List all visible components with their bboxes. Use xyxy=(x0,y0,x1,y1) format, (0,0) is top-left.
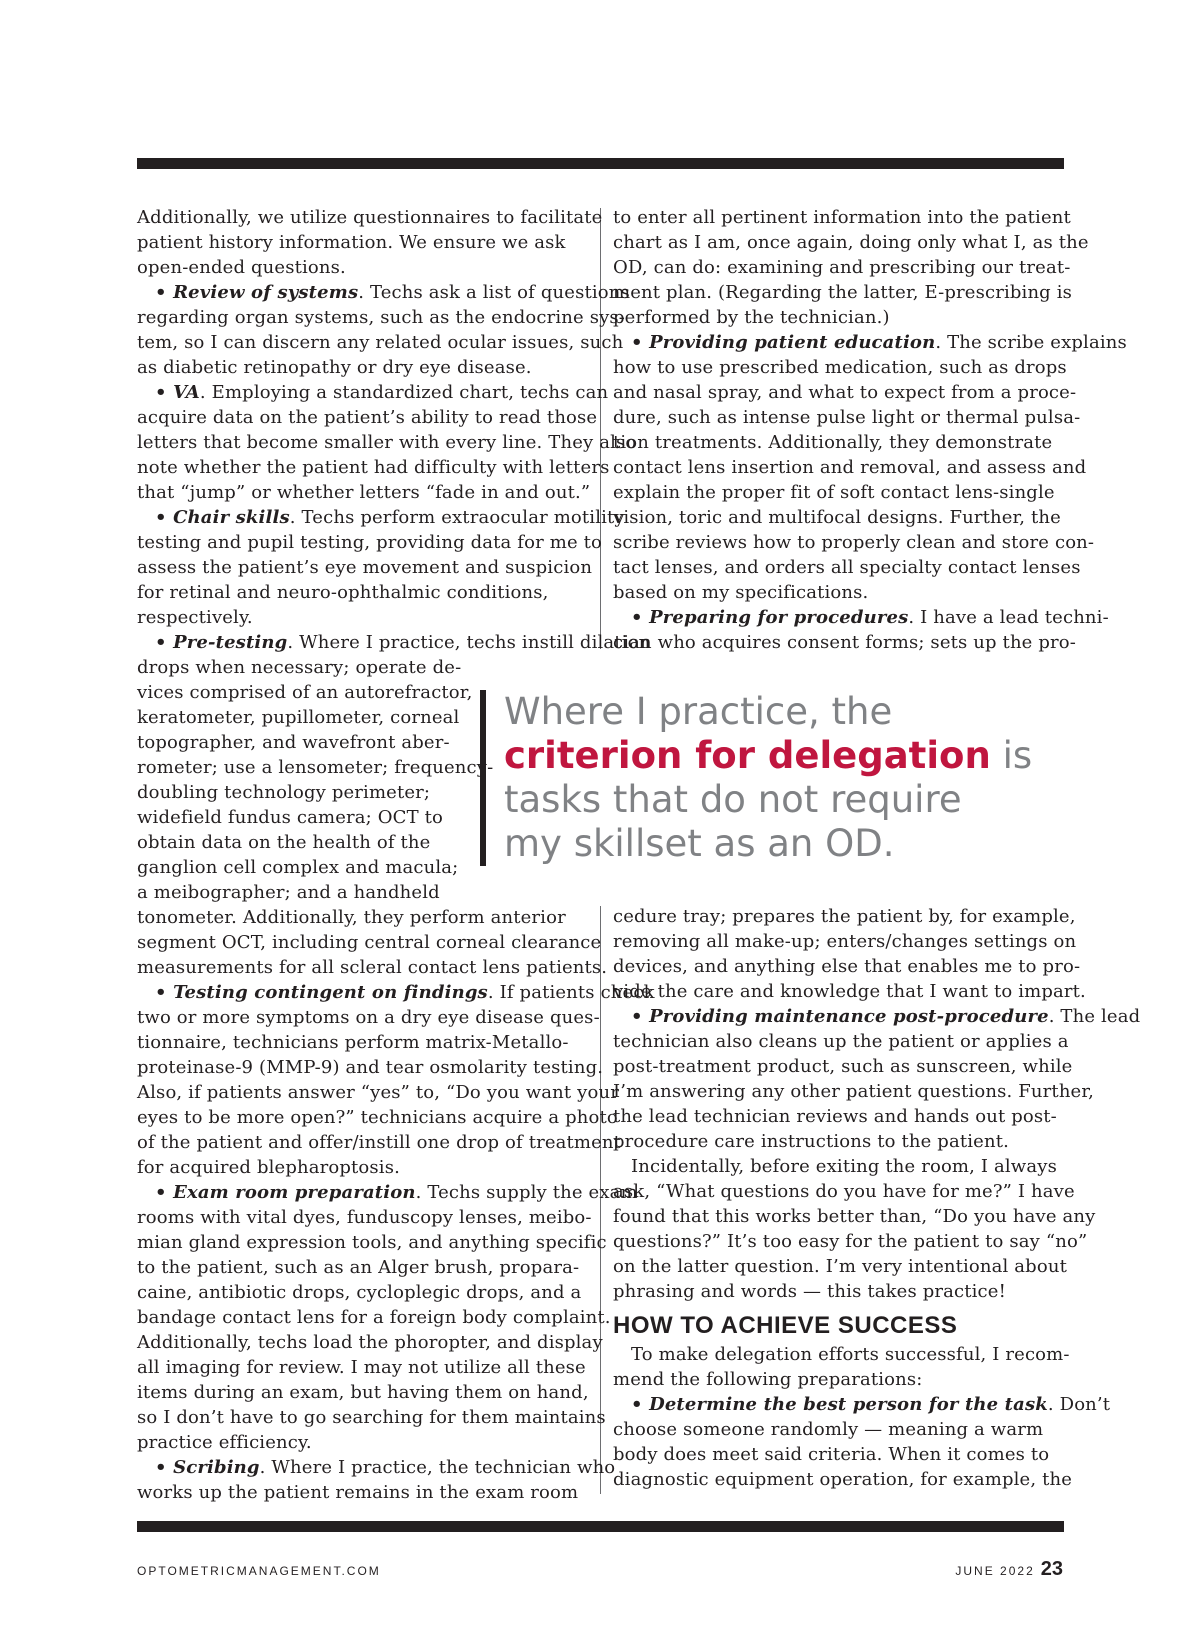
text-line xyxy=(613,1392,1111,1417)
text-line xyxy=(137,1130,622,1155)
line-text: note whether the patient had difficulty with letters xyxy=(137,457,610,478)
text-line xyxy=(137,1305,611,1330)
bullet-lead: • Exam room preparation xyxy=(155,1182,416,1203)
line-text: rooms with vital dyes, funduscopy lenses, meibo- xyxy=(137,1207,592,1228)
line-text: explain the proper fit of soft contact lens-single xyxy=(613,482,1055,503)
line-text: for retinal and neuro-ophthalmic conditions, xyxy=(137,582,549,603)
line-text: assess the patient’s eye movement and suspicion xyxy=(137,557,593,578)
line-text: testing and pupil testing, providing data for me to xyxy=(137,532,602,553)
line-text: eyes to be more open?” technicians acquire a photo xyxy=(137,1107,618,1128)
line-text: devices, and anything else that enables me to pro- xyxy=(613,956,1081,977)
text-line xyxy=(613,1417,1063,1442)
text-line xyxy=(137,605,587,630)
line-text: . Techs perform extraocular motility xyxy=(289,507,625,528)
text-line xyxy=(613,330,1127,355)
line-text: cian who acquires consent forms; sets up the pro- xyxy=(613,632,1077,653)
right-column-top xyxy=(613,205,1127,655)
line-text: topographer, and wavefront aber- xyxy=(137,732,450,753)
line-text: . Where I practice, techs instill dilation xyxy=(287,632,651,653)
pull-quote-line: Where I practice, the xyxy=(504,690,893,733)
text-line xyxy=(613,1004,1141,1029)
line-text: . Where I practice, the technician who xyxy=(259,1457,616,1478)
line-text: tionnaire, technicians perform matrix-Metallo- xyxy=(137,1032,569,1053)
line-text: keratometer, pupillometer, corneal xyxy=(137,707,460,728)
text-line xyxy=(137,530,602,555)
text-line xyxy=(137,430,637,455)
text-line xyxy=(137,1430,587,1455)
line-text: on the latter question. I’m very intentional about xyxy=(613,1256,1067,1277)
top-rule xyxy=(137,158,1064,169)
text-line xyxy=(137,1280,587,1305)
text-line xyxy=(137,405,598,430)
line-text: diagnostic equipment operation, for example, the xyxy=(613,1469,1073,1490)
text-line xyxy=(137,255,587,280)
text-line xyxy=(613,455,1087,480)
text-line xyxy=(137,555,593,580)
pull-quote-line: tasks that do not require xyxy=(504,778,962,821)
text-line xyxy=(613,979,1086,1004)
issue-date: JUNE 2022 xyxy=(955,1564,1035,1578)
line-text: widefield fundus camera; OCT to xyxy=(137,807,443,828)
line-text: doubling technology perimeter; xyxy=(137,782,431,803)
bullet-lead: • Chair skills xyxy=(155,507,290,528)
line-text: to the patient, such as an Alger brush, propara- xyxy=(137,1257,580,1278)
text-line xyxy=(137,655,587,680)
line-text: contact lens insertion and removal, and assess and xyxy=(613,457,1087,478)
line-text: all imaging for review. I may not utilize all these xyxy=(137,1357,586,1378)
line-text: tem, so I can discern any related ocular issues, such xyxy=(137,332,624,353)
text-line xyxy=(613,1442,1063,1467)
line-text: practice efficiency. xyxy=(137,1432,312,1453)
bullet-lead: • Scribing xyxy=(155,1457,260,1478)
bullet-lead: • Preparing for procedures xyxy=(631,607,909,628)
text-line xyxy=(613,1104,1063,1129)
text-line xyxy=(137,1005,600,1030)
text-line xyxy=(137,1080,619,1105)
text-line xyxy=(137,1205,592,1230)
line-text: regarding organ systems, such as the endocrine sys- xyxy=(137,307,626,328)
pull-quote xyxy=(480,690,1032,866)
text-line xyxy=(613,380,1077,405)
page-number: 23 xyxy=(1040,1558,1063,1580)
line-text: of the patient and offer/instill one drop of treatment xyxy=(137,1132,622,1153)
text-line xyxy=(613,405,1081,430)
line-text: bandage contact lens for a foreign body complaint. xyxy=(137,1307,611,1328)
text-line xyxy=(137,330,624,355)
text-line xyxy=(137,1230,607,1255)
text-line xyxy=(613,630,1077,655)
text-line xyxy=(613,1154,1063,1179)
text-line xyxy=(137,1455,616,1480)
text-line xyxy=(613,1342,1070,1367)
line-text: open-ended questions. xyxy=(137,257,346,278)
line-text: vices comprised of an autorefractor, xyxy=(137,682,473,703)
text-line xyxy=(613,1179,1075,1204)
pull-quote-line: my skillset as an OD. xyxy=(504,822,895,865)
line-text: . The scribe explains xyxy=(935,332,1127,353)
line-text: dure, such as intense pulse light or thermal pulsa- xyxy=(613,407,1081,428)
bullet-lead: • VA xyxy=(155,382,200,403)
text-line xyxy=(137,205,603,230)
text-line xyxy=(613,355,1067,380)
line-text: items during an exam, but having them on hand, xyxy=(137,1382,589,1403)
line-text: as diabetic retinopathy or dry eye disease. xyxy=(137,357,532,378)
line-text: . If patients check xyxy=(487,982,655,1003)
line-text: cedure tray; prepares the patient by, for example, xyxy=(613,906,1076,927)
line-text: . Don’t xyxy=(1047,1394,1111,1415)
line-text: OD, can do: examining and prescribing our treat- xyxy=(613,257,1071,278)
bullet-lead: • Providing patient education xyxy=(631,332,936,353)
text-line xyxy=(137,1330,603,1355)
text-line xyxy=(613,1279,1063,1304)
text-line xyxy=(613,430,1063,455)
bullet-lead: • Review of systems xyxy=(155,282,359,303)
line-text: tion treatments. Additionally, they demonstrate xyxy=(613,432,1053,453)
text-line xyxy=(137,230,587,255)
line-text: mend the following preparations: xyxy=(613,1369,923,1390)
text-line xyxy=(613,954,1081,979)
line-text: vide the care and knowledge that I want to impart. xyxy=(613,981,1086,1002)
text-line xyxy=(137,1055,604,1080)
footer-website: OPTOMETRICMANAGEMENT.COM xyxy=(137,1564,381,1578)
line-text: Incidentally, before exiting the room, I always xyxy=(631,1156,1057,1177)
line-text: based on my specifications. xyxy=(613,582,869,603)
line-text: scribe reviews how to properly clean and store con- xyxy=(613,532,1095,553)
line-text: tonometer. Additionally, they perform anterior xyxy=(137,907,566,928)
footer-issue xyxy=(955,1558,1063,1581)
text-line xyxy=(613,1129,1063,1154)
line-text: proteinase-9 (MMP-9) and tear osmolarity testing. xyxy=(137,1057,604,1078)
line-text: and nasal spray, and what to expect from a proce- xyxy=(613,382,1077,403)
line-text: body does meet said criteria. When it comes to xyxy=(613,1444,1050,1465)
line-text: for acquired blepharoptosis. xyxy=(137,1157,400,1178)
line-text: to enter all pertinent information into the patient xyxy=(613,207,1071,228)
text-line xyxy=(613,1054,1073,1079)
text-line xyxy=(137,880,587,905)
line-text: procedure care instructions to the patient. xyxy=(613,1131,1009,1152)
text-line xyxy=(137,1355,587,1380)
line-text: . Techs supply the exam xyxy=(415,1182,638,1203)
line-text: respectively. xyxy=(137,607,253,628)
line-text: choose someone randomly — meaning a warm xyxy=(613,1419,1044,1440)
text-line xyxy=(613,580,1063,605)
text-line xyxy=(613,1229,1088,1254)
line-text: acquire data on the patient’s ability to read those xyxy=(137,407,598,428)
text-line xyxy=(137,580,587,605)
line-text: vision, toric and multifocal designs. Further, the xyxy=(613,507,1061,528)
line-text: . I have a lead techni- xyxy=(908,607,1109,628)
text-line xyxy=(613,1367,1063,1392)
line-text: a meibographer; and a handheld xyxy=(137,882,440,903)
pull-quote-line: criterion for delegation is xyxy=(504,734,1033,777)
text-line xyxy=(137,930,602,955)
text-line xyxy=(137,980,655,1005)
line-text: ask, “What questions do you have for me?” I have xyxy=(613,1181,1075,1202)
text-line xyxy=(137,455,610,480)
line-text: obtain data on the health of the xyxy=(137,832,431,853)
text-line xyxy=(137,355,587,380)
section-heading: HOW TO ACHIEVE SUCCESS xyxy=(613,1312,958,1339)
text-line xyxy=(613,1029,1069,1054)
line-text: ganglion cell complex and macula; xyxy=(137,857,459,878)
text-line xyxy=(137,505,625,530)
line-text: measurements for all scleral contact lens patients. xyxy=(137,957,608,978)
line-text: rometer; use a lensometer; frequency- xyxy=(137,757,494,778)
line-text: technician also cleans up the patient or applies a xyxy=(613,1031,1069,1052)
line-text: chart as I am, once again, doing only what I, as the xyxy=(613,232,1089,253)
bottom-rule xyxy=(137,1521,1064,1532)
line-text: caine, antibiotic drops, cycloplegic drops, and a xyxy=(137,1282,582,1303)
text-line xyxy=(137,1255,587,1280)
text-line xyxy=(613,480,1063,505)
line-text: letters that become smaller with every line. They also xyxy=(137,432,637,453)
line-text: drops when necessary; operate de- xyxy=(137,657,462,678)
line-text: Also, if patients answer “yes” to, “Do you want your xyxy=(137,1082,619,1103)
text-line xyxy=(137,1480,587,1505)
text-line xyxy=(613,255,1071,280)
line-text: Additionally, techs load the phoropter, and display xyxy=(137,1332,603,1353)
line-text: segment OCT, including central corneal clearance xyxy=(137,932,602,953)
text-line xyxy=(137,1155,587,1180)
text-line xyxy=(137,305,626,330)
text-line xyxy=(613,230,1089,255)
text-line xyxy=(613,555,1081,580)
bullet-lead: • Determine the best person for the task xyxy=(631,1394,1048,1415)
text-line xyxy=(137,630,651,655)
line-text: mian gland expression tools, and anything specific xyxy=(137,1232,607,1253)
line-text: ment plan. (Regarding the latter, E-prescribing is xyxy=(613,282,1073,303)
bullet-lead: • Pre-testing xyxy=(155,632,288,653)
text-line xyxy=(613,1467,1073,1492)
text-line xyxy=(137,1105,618,1130)
text-line xyxy=(613,1079,1095,1104)
text-line xyxy=(613,305,1063,330)
line-text: how to use prescribed medication, such as drops xyxy=(613,357,1067,378)
text-line xyxy=(137,955,608,980)
line-text: that “jump” or whether letters “fade in and out.” xyxy=(137,482,591,503)
line-text: removing all make-up; enters/changes settings on xyxy=(613,931,1077,952)
line-text: performed by the technician.) xyxy=(613,307,890,328)
text-line xyxy=(137,1380,587,1405)
line-text: . Techs ask a list of questions xyxy=(358,282,630,303)
line-text: . Employing a standardized chart, techs can xyxy=(199,382,609,403)
line-text: questions?” It’s too easy for the patient to say “no” xyxy=(613,1231,1088,1252)
text-line xyxy=(613,929,1077,954)
line-text: To make delegation efforts successful, I recom- xyxy=(631,1344,1070,1365)
line-text: Additionally, we utilize questionnaires to facilitate xyxy=(137,207,603,228)
bullet-lead: • Providing maintenance post-procedure xyxy=(631,1006,1049,1027)
text-line xyxy=(613,1254,1067,1279)
line-text: . The lead xyxy=(1048,1006,1141,1027)
text-line xyxy=(613,605,1109,630)
text-line xyxy=(137,380,609,405)
line-text: patient history information. We ensure we ask xyxy=(137,232,566,253)
text-line xyxy=(613,1204,1096,1229)
line-text: two or more symptoms on a dry eye disease ques- xyxy=(137,1007,600,1028)
pull-quote-highlight: criterion for delegation xyxy=(504,734,991,777)
line-text: tact lenses, and orders all specialty contact lenses xyxy=(613,557,1081,578)
column-divider-top xyxy=(600,208,601,649)
text-line xyxy=(613,205,1071,230)
text-line xyxy=(613,505,1063,530)
text-line xyxy=(613,280,1073,305)
line-text: so I don’t have to go searching for them maintains xyxy=(137,1407,606,1428)
text-line xyxy=(137,1030,587,1055)
line-text: works up the patient remains in the exam room xyxy=(137,1482,579,1503)
line-text: phrasing and words — this takes practice! xyxy=(613,1281,1006,1302)
line-text: the lead technician reviews and hands out post- xyxy=(613,1106,1057,1127)
text-line xyxy=(613,530,1095,555)
line-text: I’m answering any other patient questions. Further, xyxy=(613,1081,1095,1102)
text-line xyxy=(137,1180,638,1205)
line-text: post-treatment product, such as sunscreen, while xyxy=(613,1056,1073,1077)
text-line xyxy=(137,280,630,305)
text-line xyxy=(613,904,1076,929)
bullet-lead: • Testing contingent on findings xyxy=(155,982,488,1003)
text-line xyxy=(137,480,591,505)
text-line xyxy=(137,1405,606,1430)
text-line xyxy=(137,905,587,930)
right-column-bottom xyxy=(613,904,1141,1492)
line-text: found that this works better than, “Do you have any xyxy=(613,1206,1096,1227)
